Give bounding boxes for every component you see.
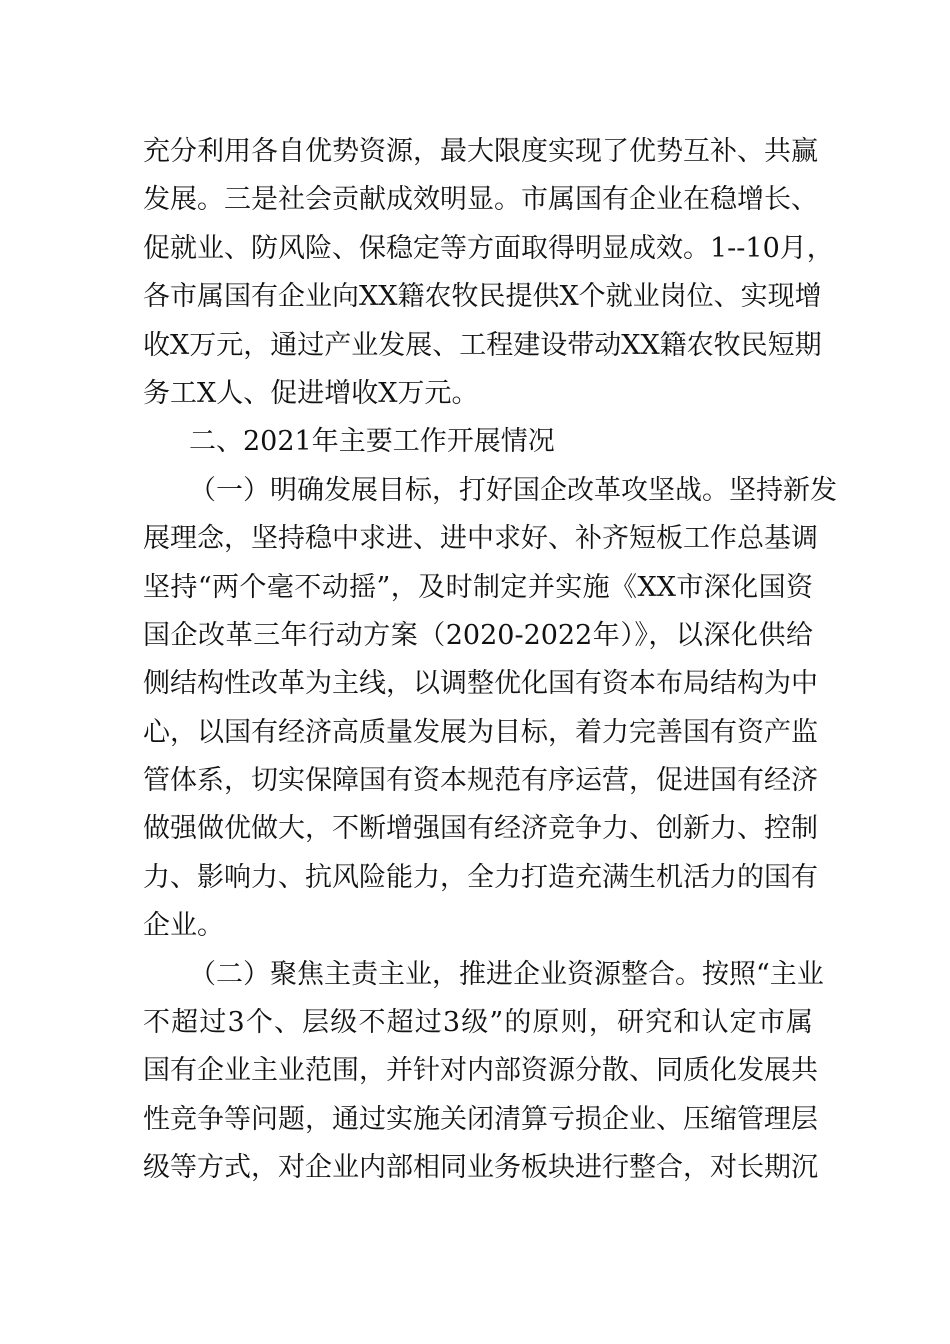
text-line: 性竞争等问题，通过实施关闭清算亏损企业、压缩管理层 — [143, 1103, 818, 1135]
text-line: 级等方式，对企业内部相同业务板块进行整合，对长期沉 — [143, 1152, 818, 1184]
text-line: 做强做优做大，不断增强国有经济竞争力、创新力、控制 — [143, 813, 818, 845]
text-line: 发展。三是社会贡献成效明显。市属国有企业在稳增长、 — [143, 184, 818, 216]
text-line: 管体系，切实保障国有资本规范有序运营，促进国有经济 — [143, 765, 818, 797]
text-line: 不超过3个、层级不超过3级”的原则，研究和认定市属 — [143, 1007, 813, 1039]
subsection-heading: （二）聚焦主责主业，推进企业资源整合。按照“主业 — [189, 958, 824, 990]
text-line: 心，以国有经济高质量发展为目标，着力完善国有资产监 — [143, 716, 818, 748]
text-line: 充分利用各自优势资源，最大限度实现了优势互补、共赢 — [143, 136, 818, 167]
section-heading: 二、2021年主要工作开展情况 — [189, 426, 555, 458]
text-line: 务工X人、促进增收X万元。 — [143, 377, 479, 409]
text-line: 国有企业主业范围，并针对内部资源分散、同质化发展共 — [143, 1055, 818, 1087]
subsection-heading: （一）明确发展目标，打好国企改革攻坚战。坚持新发 — [189, 474, 837, 506]
text-line: 国企改革三年行动方案（2020-2022年）》，以深化供给 — [143, 619, 813, 651]
text-line: 展理念，坚持稳中求进、进中求好、补齐短板工作总基调 — [143, 523, 818, 555]
text-line: 各市属国有企业向XX籍农牧民提供X个就业岗位、实现增 — [143, 281, 822, 313]
text-line: 坚持“两个毫不动摇”，及时制定并实施《XX市深化国资 — [143, 571, 813, 603]
text-line: 侧结构性改革为主线，以调整优化国有资本布局结构为中 — [143, 668, 818, 700]
text-line: 收X万元，通过产业发展、工程建设带动XX籍农牧民短期 — [143, 329, 822, 361]
document-body — [143, 128, 837, 1193]
text-line: 促就业、防风险、保稳定等方面取得明显成效。1--10月， — [143, 232, 834, 264]
text-line: 企业。 — [143, 910, 224, 942]
text-line: 力、影响力、抗风险能力，全力打造充满生机活力的国有 — [143, 861, 818, 893]
